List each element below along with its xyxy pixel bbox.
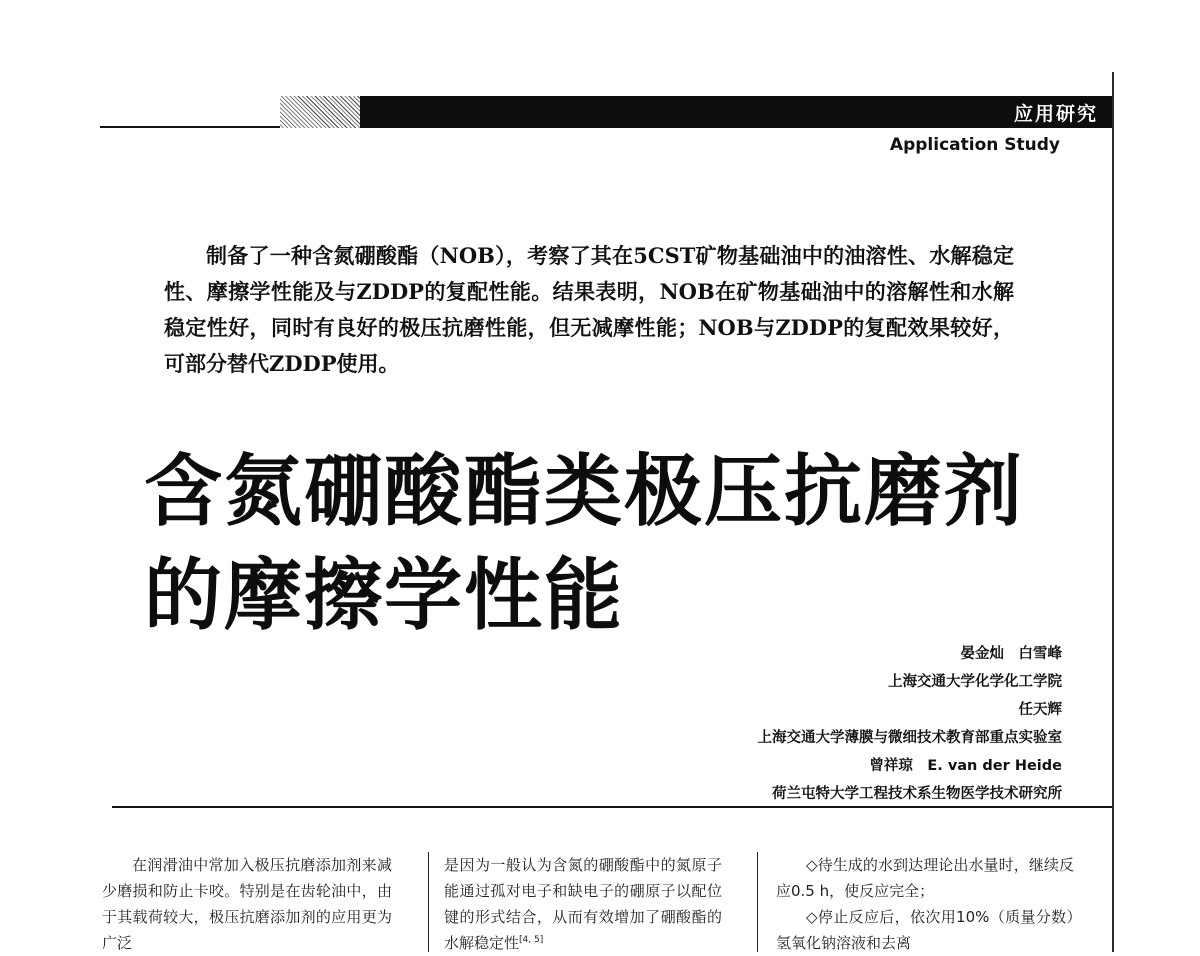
author-affiliation: 荷兰屯特大学工程技术系生物医学技术研究所 <box>772 786 1062 802</box>
header-bar <box>360 96 1112 128</box>
article-title <box>144 440 1084 648</box>
author-divider <box>112 806 1112 808</box>
author-names: 曾祥琼 E. van der Heide <box>869 758 1062 774</box>
column-divider <box>428 852 429 952</box>
body-paragraph: ◇停止反应后，依次用10%（质量分数）氢氧化钠溶液和去离 <box>776 908 1074 952</box>
title-line-2: 的摩擦学性能 <box>144 550 625 641</box>
section-label-cn: 应用研究 <box>1013 103 1098 125</box>
page-right-border <box>1112 72 1114 952</box>
author-names: 晏金灿 白雪峰 <box>960 646 1062 662</box>
column-divider <box>757 852 758 952</box>
body-column-2 <box>444 852 722 956</box>
body-paragraph <box>444 852 722 956</box>
author-block <box>758 640 1063 808</box>
author-affiliation: 上海交通大学薄膜与微细技术教育部重点实验室 <box>757 730 1062 746</box>
title-line-1: 含氮硼酸酯类极压抗磨剂 <box>144 446 1025 537</box>
abstract: 制备了一种含氮硼酸酯（NOB），考察了其在5CST矿物基础油中的油溶性、水解稳定性、摩擦学性能及与ZDDP的复配性能。结果表明，NOB在矿物基础油中的溶解性和水解稳定性好，同时有良好的极压抗磨性能，但无减摩性能；NOB与ZDDP的复配效果较好，可部分替代ZDDP使用。 <box>164 243 1014 376</box>
body-column-1 <box>102 852 392 956</box>
body-paragraph: ◇待生成的水到达理论出水量时，继续反应0.5 h，使反应完全； <box>776 856 1074 900</box>
section-header <box>100 96 1112 130</box>
header-texture-ornament <box>280 96 360 128</box>
author-affiliation: 上海交通大学化学化工学院 <box>888 674 1062 690</box>
section-label-en: Application Study <box>889 135 1060 155</box>
body-column-3 <box>776 852 1074 956</box>
author-names: 任天辉 <box>1018 702 1062 718</box>
body-paragraph: 在润滑油中常加入极压抗磨添加剂来减少磨损和防止卡咬。特别是在齿轮油中，由于其载荷较大，极压抗磨添加剂的应用更为广泛 <box>102 856 392 952</box>
body-text: 是因为一般认为含氮的硼酸酯中的氮原子能通过孤对电子和缺电子的硼原子以配位键的形式结合，从而有效增加了硼酸酯的水解稳定性 <box>444 856 722 952</box>
citation-ref: [4, 5] <box>519 935 544 945</box>
